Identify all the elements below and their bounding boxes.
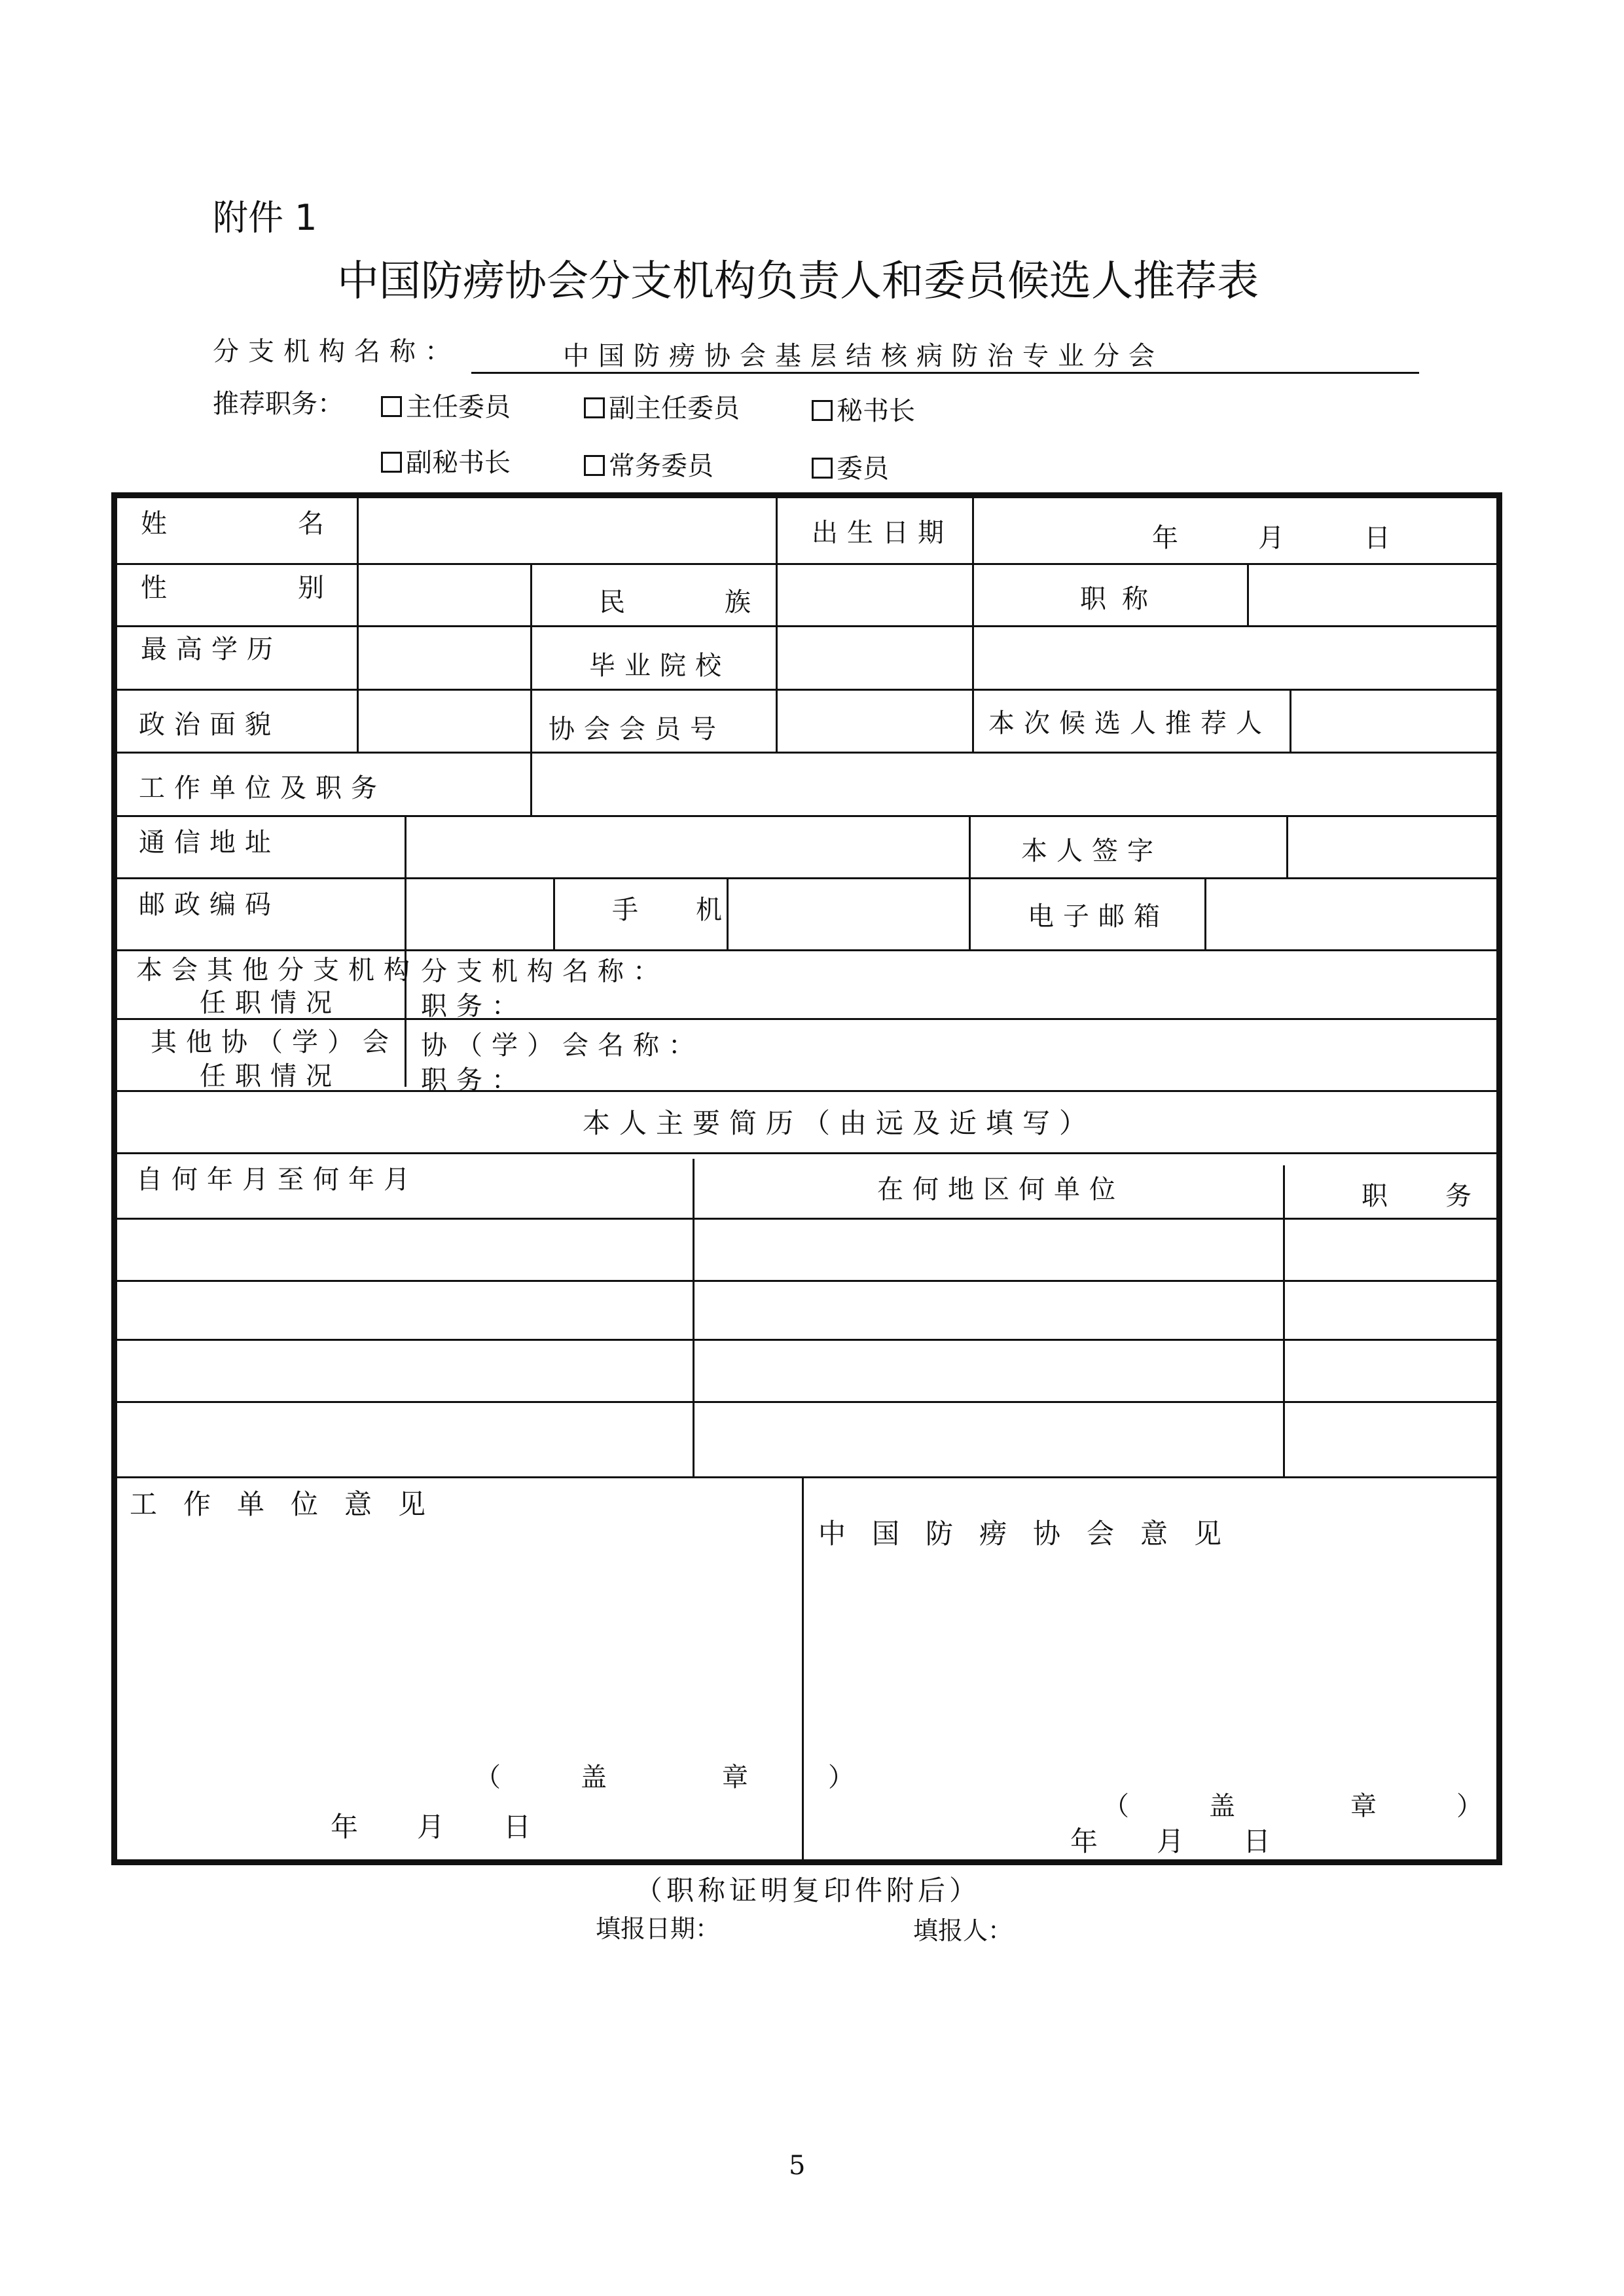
recommender-input[interactable] <box>1293 693 1496 749</box>
row-divider <box>117 752 1498 754</box>
checkbox-icon[interactable] <box>381 452 402 473</box>
row-divider <box>117 815 1498 817</box>
row-divider <box>117 625 1498 627</box>
politics-label: 政治面貌 <box>139 710 280 740</box>
resume-row[interactable] <box>118 1403 1496 1475</box>
school-input[interactable] <box>779 629 1496 686</box>
address-label: 通信地址 <box>139 828 280 858</box>
gender-label: 性 别 <box>141 573 350 603</box>
form-title: 中国防痨协会分支机构负责人和委员候选人推荐表 <box>337 257 1259 306</box>
email-label: 电子邮箱 <box>1028 902 1169 932</box>
other-assoc-role-label[interactable]: 职务： <box>421 1065 527 1095</box>
gender-input[interactable] <box>360 567 527 623</box>
col-divider <box>1247 563 1249 625</box>
birth-date-label: 出生日期 <box>812 518 953 548</box>
work-unit-opinion-area[interactable] <box>118 1519 799 1741</box>
checkbox-icon[interactable] <box>584 397 605 418</box>
position-label: 推荐职务： <box>213 389 344 419</box>
branch-value: 中国防痨协会基层结核病防治专业分会 <box>563 341 1164 371</box>
option-label: 秘书长 <box>837 396 915 426</box>
attachment-note: （职称证明复印件附后） <box>635 1874 981 1906</box>
education-input[interactable] <box>360 629 527 686</box>
postcode-input[interactable] <box>408 881 551 946</box>
member-no-label: 协会会员号 <box>549 714 725 744</box>
association-seal: （ 盖 章 ） <box>1103 1791 1492 1821</box>
col-divider <box>553 877 555 949</box>
signature-label: 本人签字 <box>1021 836 1163 866</box>
title-label: 职称 <box>1080 584 1164 614</box>
checkbox-icon[interactable] <box>812 458 833 479</box>
work-unit-date: 年 月 日 <box>331 1811 547 1843</box>
option-chair[interactable] <box>381 386 511 424</box>
work-unit-seal: （ 盖 章 ） <box>475 1762 863 1793</box>
other-branch-label-1: 本会其他分支机构 <box>136 955 419 985</box>
attachment-label: 附件 1 <box>213 197 317 238</box>
other-branch-name-label[interactable]: 分支机构名称： <box>421 957 668 987</box>
resume-col-period: 自何年月至何年月 <box>136 1165 419 1195</box>
option-label: 委员 <box>837 454 889 484</box>
checkbox-icon[interactable] <box>381 396 402 417</box>
filler-label[interactable]: 填报人： <box>913 1916 1013 1945</box>
mobile-input[interactable] <box>731 881 966 946</box>
row-divider <box>117 1476 1498 1478</box>
row-divider <box>117 877 1498 879</box>
ethnicity-input[interactable] <box>779 567 969 623</box>
option-label: 主任委员 <box>406 392 511 422</box>
option-deputy-secretary[interactable] <box>381 442 511 479</box>
school-label: 毕业院校 <box>589 651 731 681</box>
politics-input[interactable] <box>360 693 527 749</box>
checkbox-icon[interactable] <box>812 400 833 421</box>
signature-input[interactable] <box>1290 818 1496 875</box>
resume-row[interactable] <box>118 1282 1496 1338</box>
col-divider <box>776 498 778 752</box>
member-no-input[interactable] <box>779 693 969 749</box>
resume-col-place: 在何地区何单位 <box>877 1175 1125 1205</box>
col-divider <box>802 1476 804 1859</box>
other-assoc-label-1: 其他协（学）会 <box>151 1027 398 1057</box>
page-number: 5 <box>789 2151 806 2181</box>
other-assoc-label-2: 任职情况 <box>200 1061 341 1091</box>
name-label: 姓 名 <box>141 509 350 539</box>
option-label: 副秘书长 <box>406 448 511 478</box>
name-input[interactable] <box>360 501 772 560</box>
mobile-label: 手 机 <box>612 895 738 925</box>
postcode-label: 邮政编码 <box>139 890 280 920</box>
association-opinion-label: 中国防痨协会意见 <box>818 1518 1248 1550</box>
work-unit-input[interactable] <box>534 755 1496 812</box>
option-vice-chair[interactable] <box>584 388 740 425</box>
other-branch-label-2: 任职情况 <box>200 988 341 1018</box>
option-secretary-general[interactable] <box>812 390 915 428</box>
col-divider <box>1286 815 1288 877</box>
row-divider <box>117 1152 1498 1154</box>
fill-date-label[interactable]: 填报日期： <box>596 1914 721 1943</box>
col-divider <box>972 689 974 752</box>
other-branch-role-label[interactable]: 职务： <box>421 991 527 1021</box>
birth-date-field[interactable]: 年 月 日 <box>1152 523 1399 553</box>
education-label: 最高学历 <box>141 634 282 665</box>
col-divider <box>357 498 359 752</box>
resume-row[interactable] <box>118 1341 1496 1400</box>
work-unit-opinion-label: 工作单位意见 <box>130 1488 452 1520</box>
resume-row[interactable] <box>118 1219 1496 1278</box>
ethnicity-label: 民 族 <box>599 587 767 617</box>
title-input[interactable] <box>1250 567 1496 623</box>
option-label: 副主任委员 <box>609 393 740 424</box>
col-divider <box>969 815 971 949</box>
address-input[interactable] <box>408 818 965 875</box>
other-assoc-name-label[interactable]: 协（学）会名称： <box>421 1030 704 1061</box>
recommender-label: 本次候选人推荐人 <box>988 708 1271 738</box>
association-date: 年 月 日 <box>1070 1825 1287 1857</box>
col-divider <box>530 752 532 815</box>
resume-title: 本人主要简历（由远及近填写） <box>583 1107 1096 1139</box>
branch-underline <box>471 372 1419 374</box>
row-divider <box>117 563 1498 565</box>
association-opinion-area[interactable] <box>806 1552 1494 1774</box>
branch-label: 分支机构名称： <box>213 337 460 367</box>
checkbox-icon[interactable] <box>584 455 605 476</box>
work-unit-label: 工作单位及职务 <box>139 773 386 803</box>
resume-col-role: 职 务 <box>1362 1181 1487 1211</box>
option-standing-member[interactable] <box>584 445 713 483</box>
col-divider <box>1290 689 1291 752</box>
option-label: 常务委员 <box>609 451 713 481</box>
col-divider <box>1204 877 1206 949</box>
email-input[interactable] <box>1208 881 1496 946</box>
option-member[interactable] <box>812 448 889 485</box>
